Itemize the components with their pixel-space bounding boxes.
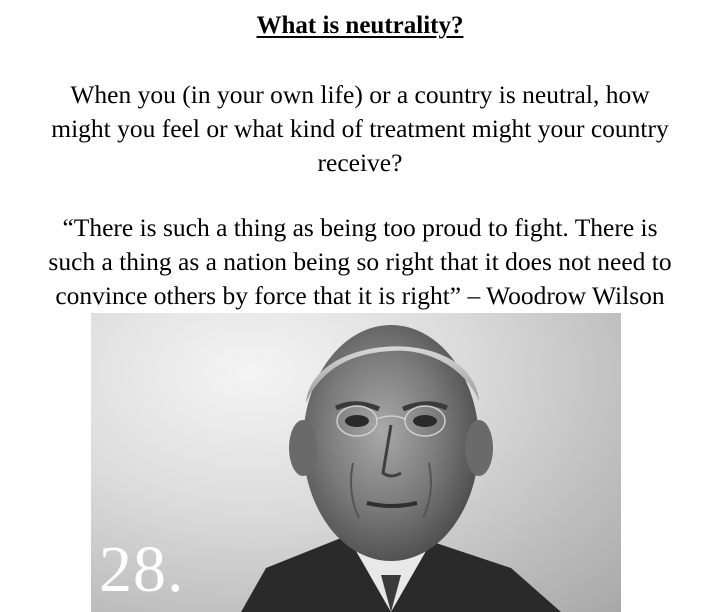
question-line-1: When you (in your own life) or a country is neutral, how xyxy=(70,80,650,109)
quote-line-2: such a thing as a nation being so right that it does not need to xyxy=(48,247,672,276)
wilson-quote xyxy=(4,211,716,313)
quote-line-1: “There is such a thing as being too proud to fight. There is xyxy=(62,213,658,242)
slide-number-label: 28. xyxy=(99,533,185,606)
question-text xyxy=(6,78,714,180)
slide-title: What is neutrality? xyxy=(256,12,464,39)
quote-line-3: convince others by force that it is right” – Woodrow Wilson xyxy=(55,281,665,310)
portrait-photo xyxy=(91,313,621,612)
question-line-2: might you feel or what kind of treatment might your country xyxy=(51,114,669,143)
question-line-3: receive? xyxy=(317,148,403,177)
